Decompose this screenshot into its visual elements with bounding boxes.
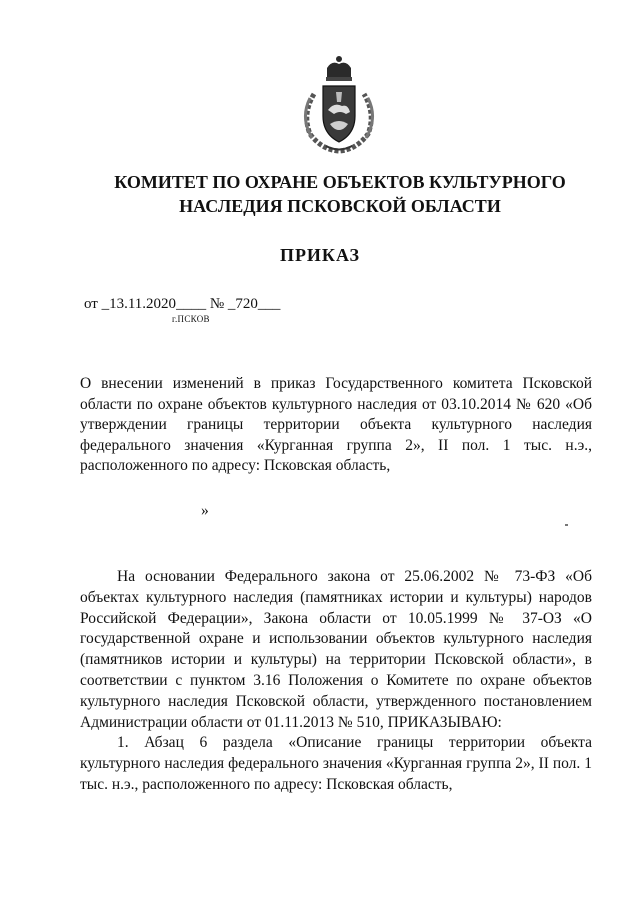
subject-closing-quote: » — [201, 502, 209, 519]
order-body — [80, 567, 592, 796]
order-number-line: от _13.11.2020____ № _720___ — [84, 296, 281, 312]
body-paragraph-1: На основании Федерального закона от 25.06.2002 № 73-ФЗ «Об объектах культурного наследия (памятниках истории и культуры) народов Российской Федерации», Закона области от 10.05.1999 № 37-ОЗ «О государственной охране и использовании объектов культурного наследия (памятников истории и культуры) на территории Псковской области», в соответствии с пунктом 3.16 Положения о Комитете по охране объектов культурного наследия Псковской области, утвержденного постановлением Администрации области от 01.11.2013 № 510, ПРИКАЗЫВАЮ: — [80, 568, 592, 731]
order-number: 720 — [235, 296, 258, 312]
order-date: 13.11.2020 — [109, 296, 177, 312]
committee-header-line2: НАСЛЕДИЯ ПСКОВСКОЙ ОБЛАСТИ — [179, 196, 501, 216]
committee-header-line1: КОМИТЕТ ПО ОХРАНЕ ОБЪЕКТОВ КУЛЬТУРНОГО — [114, 172, 566, 192]
document-title: ПРИКАЗ — [279, 245, 361, 265]
order-subject: О внесении изменений в приказ Государственного комитета Псковской области по охране объектов культурного наследия от 03.10.2014 № 620 «Об утверждении границы территории объекта культурного наследия федерального значения «Курганная группа 2», II пол. 1 тыс. н.э., расположенного по адресу: Псковская область, — [80, 375, 592, 474]
number-sign: № — [209, 296, 225, 312]
scan-mark — [565, 524, 568, 526]
body-paragraph-2: 1. Абзац 6 раздела «Описание границы территории объекта культурного наследия федерального значения «Курганная группа 2», II пол. 1 тыс. н.э., расположенного по адресу: Псковская область, — [80, 734, 592, 793]
pskov-coat-of-arms-icon — [296, 54, 382, 154]
from-prefix: от — [84, 296, 98, 312]
committee-header — [80, 170, 600, 218]
city-label: г.ПСКОВ — [172, 314, 210, 324]
